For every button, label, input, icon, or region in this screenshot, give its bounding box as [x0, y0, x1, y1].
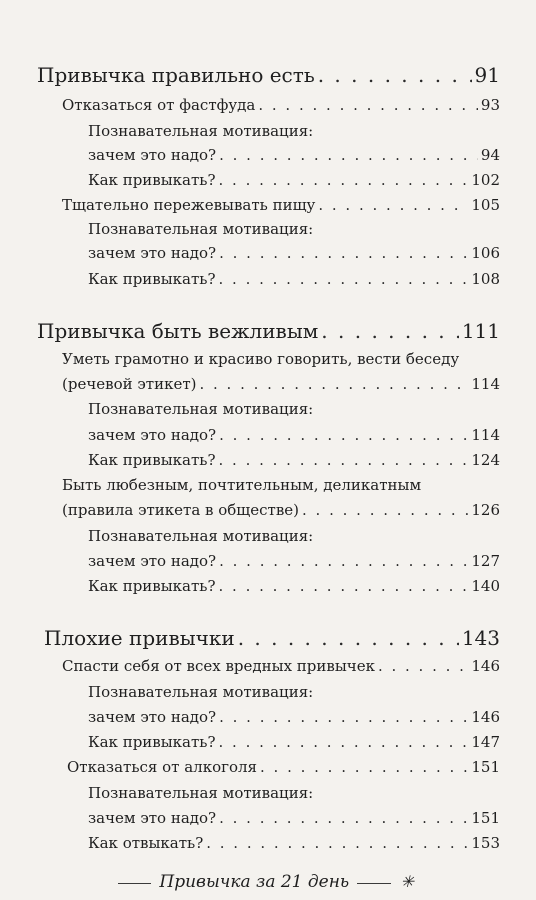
subsection-page-number: 106	[471, 244, 500, 262]
footer-left-rule	[118, 883, 151, 884]
dot-leader	[219, 426, 468, 444]
toc-subsection-motivation	[88, 708, 500, 726]
section-title: (речевой этикет)	[62, 375, 197, 393]
dot-leader	[318, 196, 468, 214]
dot-leader	[219, 809, 468, 827]
toc-section-speech	[62, 375, 500, 393]
subsection-page-number: 153	[471, 834, 500, 852]
section-page-number: 126	[471, 501, 500, 519]
dot-leader	[206, 834, 468, 852]
dot-leader	[258, 96, 478, 114]
footer-right-rule	[357, 883, 390, 884]
toc-subsection-motivation	[88, 552, 500, 570]
section-title: Отказаться от алкоголя	[67, 758, 257, 776]
subsection-title: Как привыкать?	[88, 171, 216, 189]
dot-leader	[219, 708, 468, 726]
dot-leader	[321, 319, 459, 343]
subsection-page-number: 151	[471, 809, 500, 827]
toc-section-chew	[62, 196, 500, 214]
toc-subsection-how	[88, 733, 500, 751]
subsection-title: зачем это надо?	[88, 708, 217, 726]
subsection-title: Как привыкать?	[88, 451, 216, 469]
dot-leader	[219, 146, 478, 164]
toc-subsection-how	[88, 270, 500, 288]
section-page-number: 151	[471, 758, 500, 776]
toc-subsection-motivation	[88, 426, 500, 444]
page-footer	[118, 872, 414, 892]
toc-subsection-how	[88, 577, 500, 595]
section-title: (правила этикета в обществе)	[62, 501, 300, 519]
dot-leader	[302, 501, 468, 519]
toc-section-alcohol	[67, 758, 500, 776]
dot-leader	[219, 577, 469, 595]
dot-leader	[378, 657, 468, 675]
toc-subsection-motivation-line1: Познавательная мотивация:	[88, 220, 314, 238]
dot-leader	[219, 171, 469, 189]
section-title: Спасти себя от всех вредных привычек	[62, 657, 375, 675]
dot-leader	[219, 733, 469, 751]
chapter-page-number: 143	[461, 626, 500, 650]
dot-leader	[318, 63, 472, 87]
dot-leader	[260, 758, 468, 776]
section-title: Отказаться от фастфуда	[62, 96, 256, 114]
toc-subsection-motivation-line1: Познавательная мотивация:	[88, 683, 314, 701]
subsection-title: Как отвыкать?	[88, 834, 204, 852]
subsection-title: Как привыкать?	[88, 270, 216, 288]
subsection-page-number: 140	[471, 577, 500, 595]
chapter-title: Привычка быть вежливым	[37, 319, 319, 343]
star-icon: ✳	[400, 872, 414, 891]
chapter-title: Плохие привычки	[44, 626, 235, 650]
toc-chapter-eat	[37, 63, 500, 87]
dot-leader	[219, 552, 468, 570]
footer-text: Привычка за 21 день	[159, 872, 350, 892]
dot-leader	[238, 626, 459, 650]
subsection-title: зачем это надо?	[88, 244, 217, 262]
chapter-page-number: 91	[474, 63, 500, 87]
section-page-number: 105	[471, 196, 500, 214]
chapter-page-number: 111	[461, 319, 500, 343]
subsection-page-number: 108	[471, 270, 500, 288]
subsection-title: зачем это надо?	[88, 809, 217, 827]
subsection-title: зачем это надо?	[88, 426, 217, 444]
dot-leader	[219, 451, 469, 469]
subsection-title: зачем это надо?	[88, 552, 217, 570]
section-page-number: 146	[471, 657, 500, 675]
dot-leader	[199, 375, 468, 393]
subsection-title: зачем это надо?	[88, 146, 217, 164]
chapter-title: Привычка правильно есть	[37, 63, 315, 87]
toc-subsection-motivation-line1: Познавательная мотивация:	[88, 400, 314, 418]
dot-leader	[219, 244, 468, 262]
section-title: Тщательно пережевывать пищу	[62, 196, 316, 214]
toc-subsection-motivation	[88, 146, 500, 164]
subsection-page-number: 102	[471, 171, 500, 189]
subsection-page-number: 147	[471, 733, 500, 751]
dot-leader	[219, 270, 469, 288]
toc-section-all-bad-habits	[62, 657, 500, 675]
toc-subsection-how	[88, 451, 500, 469]
toc-section-etiquette	[62, 501, 500, 519]
subsection-page-number: 124	[471, 451, 500, 469]
toc-subsection-motivation	[88, 809, 500, 827]
toc-subsection-motivation-line1: Познавательная мотивация:	[88, 527, 314, 545]
subsection-page-number: 94	[480, 146, 500, 164]
toc-subsection-how-unlearn	[88, 834, 500, 852]
toc-chapter-polite	[37, 319, 500, 343]
subsection-page-number: 127	[471, 552, 500, 570]
toc-subsection-how	[88, 171, 500, 189]
toc-section-fastfood	[62, 96, 500, 114]
toc-chapter-bad-habits	[44, 626, 500, 650]
toc-subsection-motivation-line1: Познавательная мотивация:	[88, 122, 314, 140]
subsection-page-number: 146	[471, 708, 500, 726]
toc-section-etiquette-line1: Быть любезным, почтительным, деликатным	[62, 476, 422, 494]
section-page-number: 114	[471, 375, 500, 393]
toc-section-speech-line1: Уметь грамотно и красиво говорить, вести беседу	[62, 350, 460, 368]
subsection-page-number: 114	[471, 426, 500, 444]
section-page-number: 93	[480, 96, 500, 114]
toc-subsection-motivation-line1: Познавательная мотивация:	[88, 784, 314, 802]
subsection-title: Как привыкать?	[88, 733, 216, 751]
toc-subsection-motivation	[88, 244, 500, 262]
subsection-title: Как привыкать?	[88, 577, 216, 595]
